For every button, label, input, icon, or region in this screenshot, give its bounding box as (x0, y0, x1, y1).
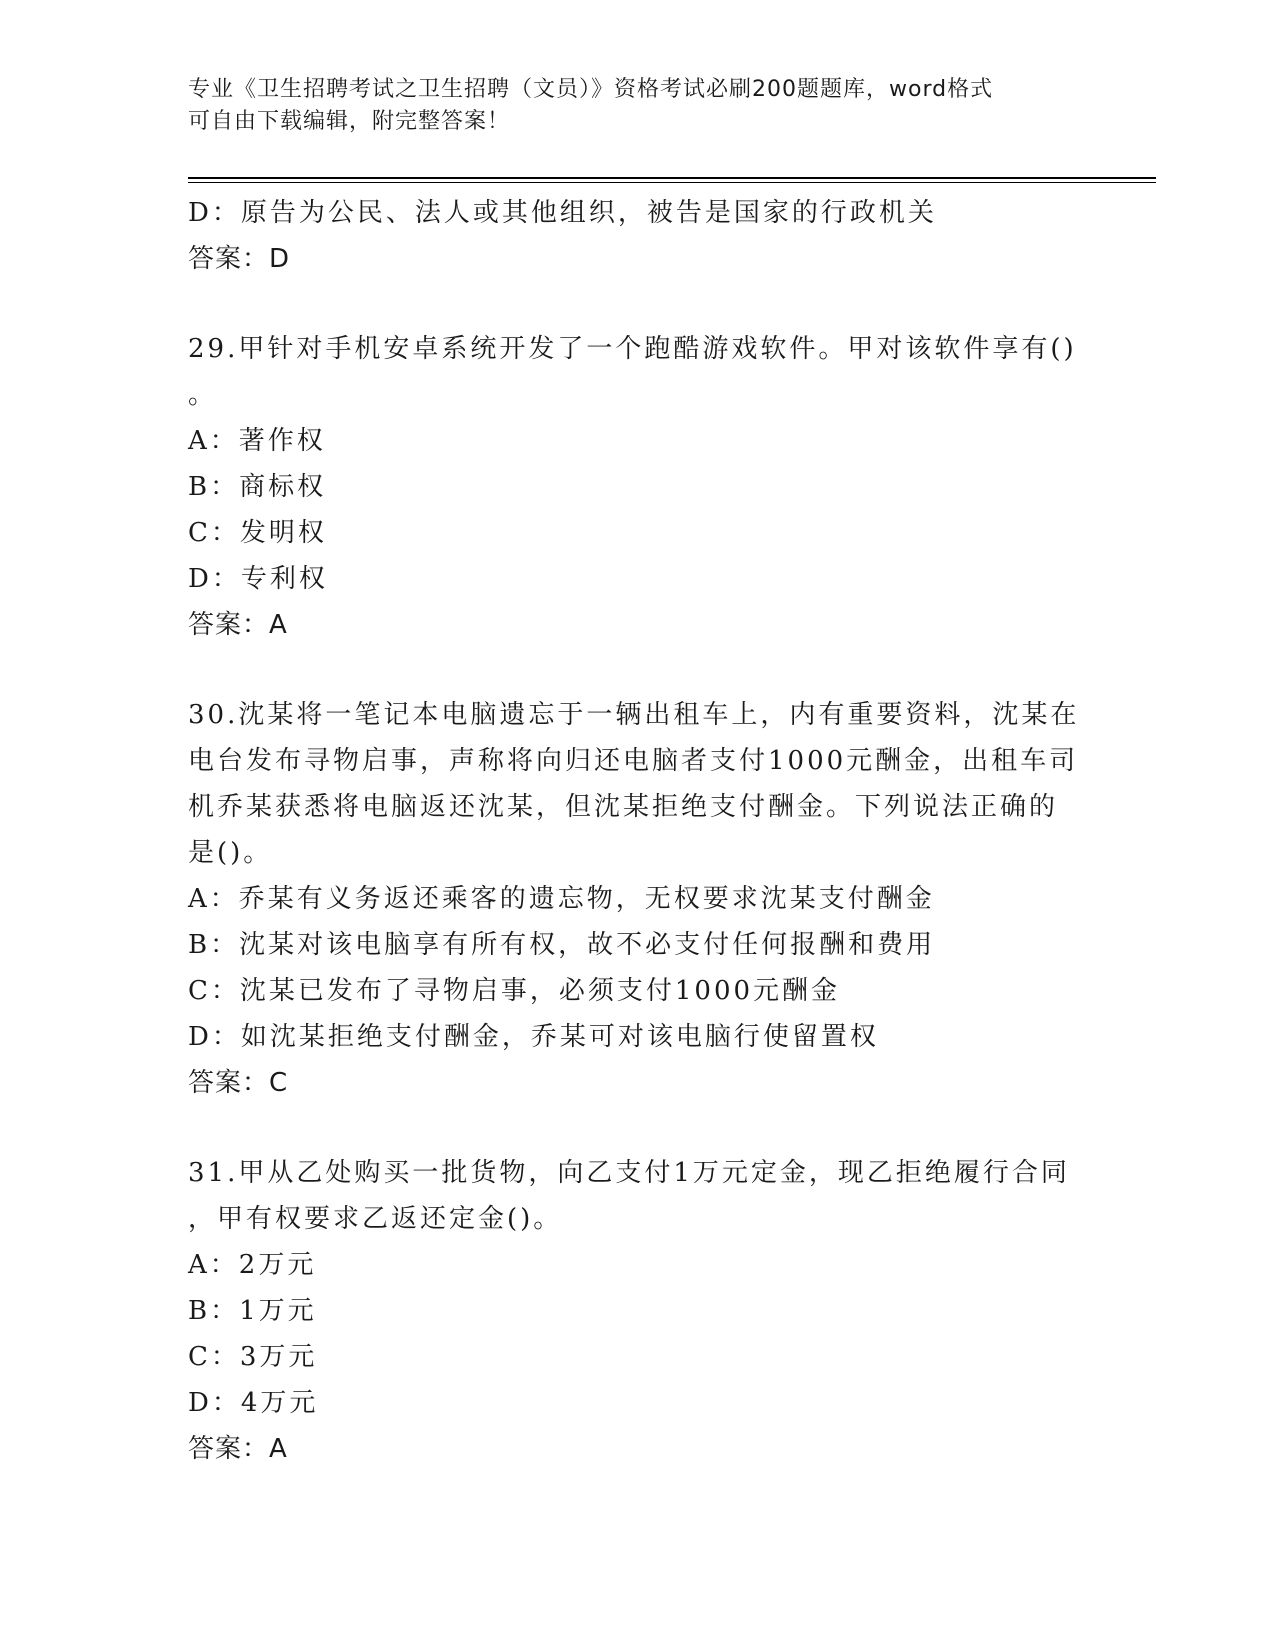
question-30 (188, 692, 1078, 1106)
option-c: C：3万元 (188, 1342, 318, 1372)
header-line-1: 专业《卫生招聘考试之卫生招聘（文员）》资格考试必刷200题题库，word格式 (188, 77, 994, 102)
header-rule-thin (188, 182, 1156, 183)
answer: 答案：A (188, 610, 288, 640)
option-d: D：如沈某拒绝支付酬金，乔某可对该电脑行使留置权 (188, 1022, 879, 1052)
stem-line: 电台发布寻物启事，声称将向归还电脑者支付1000元酬金，出租车司 (188, 746, 1079, 776)
document-header (188, 74, 1068, 138)
stem-line: 机乔某获悉将电脑返还沈某，但沈某拒绝支付酬金。下列说法正确的 (188, 792, 1059, 822)
prev-option-d: D：原告为公民、法人或其他组织，被告是国家的行政机关 (188, 198, 937, 228)
option-a: A：2万元 (188, 1250, 317, 1280)
question-stem (188, 326, 1078, 418)
question-stem (188, 692, 1078, 876)
option-b: B：商标权 (188, 472, 327, 502)
stem-line: 30.沈某将一笔记本电脑遗忘于一辆出租车上，内有重要资料，沈某在 (188, 700, 1080, 730)
stem-line: 31.甲从乙处购买一批货物，向乙支付1万元定金，现乙拒绝履行合同 (188, 1158, 1070, 1188)
prev-answer: 答案：D (188, 244, 291, 274)
stem-line: 。 (188, 380, 218, 410)
option-d: D：4万元 (188, 1388, 319, 1418)
header-line-2: 可自由下载编辑，附完整答案！ (188, 109, 511, 134)
answer: 答案：A (188, 1434, 288, 1464)
option-d: D：专利权 (188, 564, 328, 594)
header-rule-thick (188, 177, 1156, 179)
option-b: B：沈某对该电脑享有所有权，故不必支付任何报酬和费用 (188, 930, 936, 960)
option-c: C：沈某已发布了寻物启事，必须支付1000元酬金 (188, 976, 841, 1006)
answer: 答案：C (188, 1068, 289, 1098)
option-c: C：发明权 (188, 518, 327, 548)
question-stem (188, 1150, 1078, 1242)
question-29 (188, 326, 1078, 648)
stem-line: ，甲有权要求乙返还定金()。 (188, 1204, 563, 1234)
option-b: B：1万元 (188, 1296, 317, 1326)
option-a: A：乔某有义务返还乘客的遗忘物，无权要求沈某支付酬金 (188, 884, 935, 914)
question-31 (188, 1150, 1078, 1472)
document-body (188, 190, 1078, 1472)
stem-line: 29.甲针对手机安卓系统开发了一个跑酷游戏软件。甲对该软件享有() (188, 334, 1077, 364)
option-a: A：著作权 (188, 426, 326, 456)
stem-line: 是()。 (188, 838, 273, 868)
